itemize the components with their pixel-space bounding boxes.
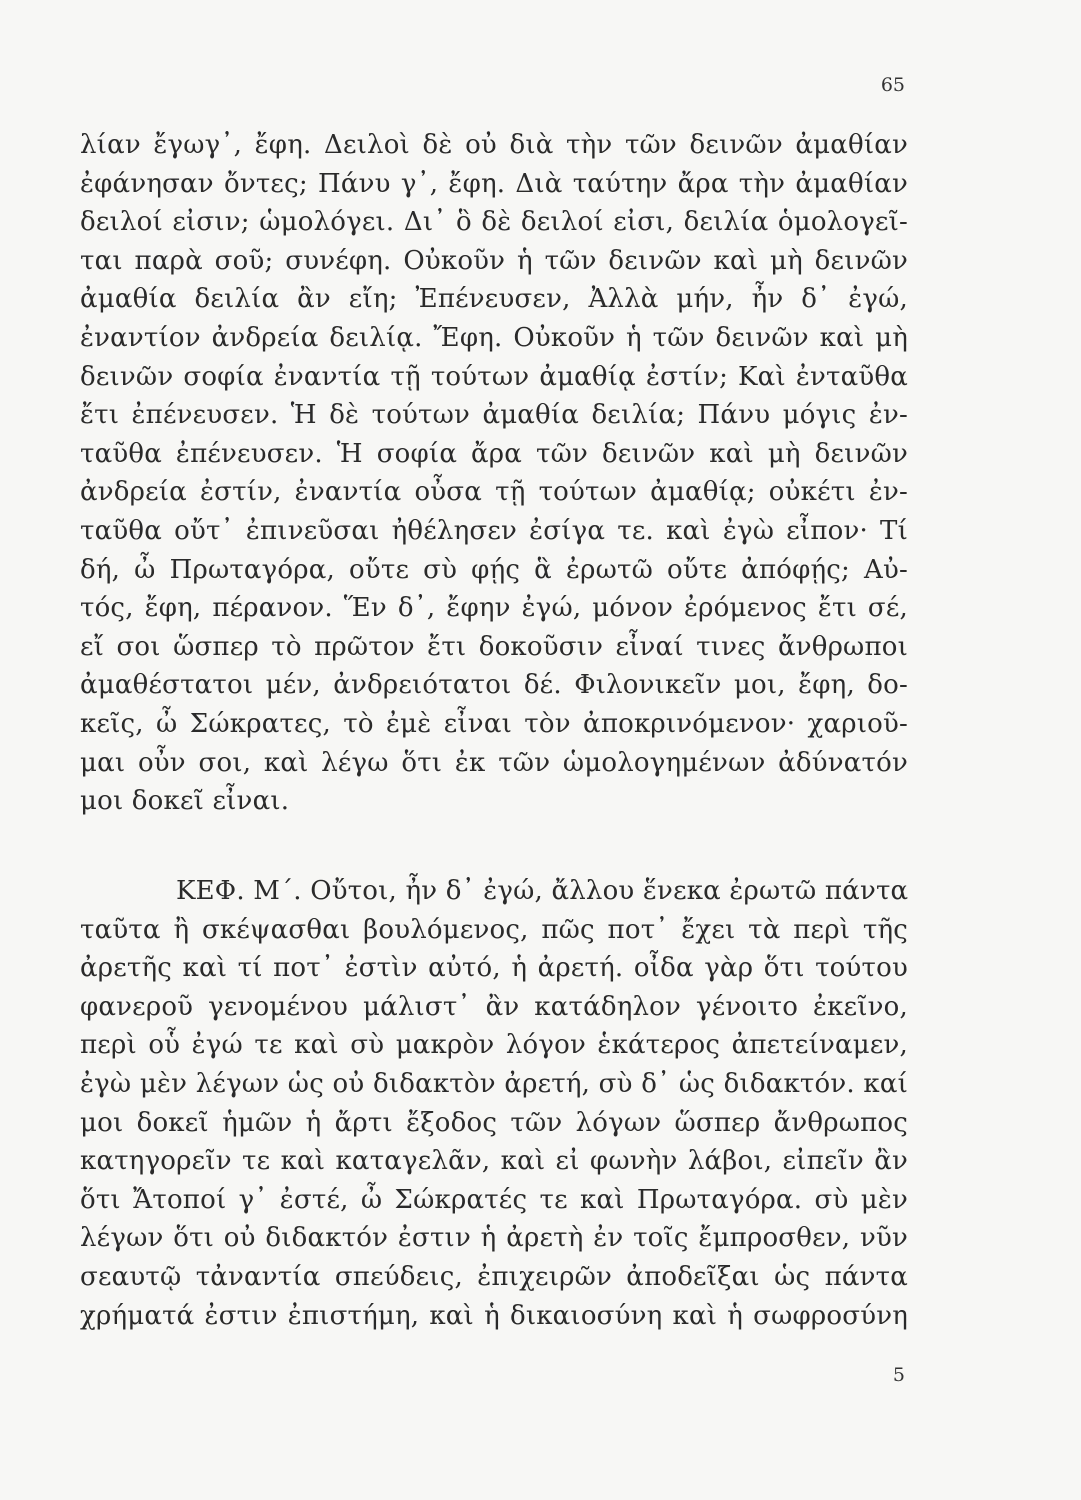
signature-mark: 5 bbox=[892, 1364, 905, 1386]
text-line: ἀμαθία δειλία ἂν εἴη; Ἐπένευσεν, Ἀλλὰ μήν, ἦν δ᾿ ἐγώ, bbox=[80, 284, 908, 315]
text-line: κατηγορεῖν τε καὶ καταγελᾶν, καὶ εἰ φωνὴν λάβοι, εἰπεῖν ἂν bbox=[80, 1146, 908, 1177]
text-line: ἐγὼ μὲν λέγων ὡς οὐ διδακτὸν ἀρετή, σὺ δ᾿ ὡς διδακτόν. καί bbox=[80, 1068, 908, 1099]
text-line: μαι οὖν σοι, καὶ λέγω ὅτι ἐκ τῶν ὡμολογημένων ἀδύνατόν bbox=[80, 747, 908, 778]
text-line: ταῦτα ἢ σκέψασθαι βουλόμενος, πῶς ποτ᾿ ἔχει τὰ περὶ τῆς bbox=[80, 914, 908, 945]
text-line: χρήματά ἐστιν ἐπιστήμη, καὶ ἡ δικαιοσύνη καὶ ἡ σωφροσύνη bbox=[80, 1300, 908, 1331]
text-line: δή, ὦ Πρωταγόρα, οὔτε σὺ φῄς ἃ ἐρωτῶ οὔτε ἀπόφῄς; Αὐ- bbox=[80, 554, 908, 585]
text-line: ἐναντίον ἀνδρεία δειλίᾳ. Ἔφη. Οὐκοῦν ἡ τῶν δεινῶν καὶ μὴ bbox=[80, 322, 908, 353]
text-line: δεινῶν σοφία ἐναντία τῇ τούτων ἀμαθίᾳ ἐστίν; Καὶ ἐνταῦθα bbox=[80, 361, 908, 392]
text-line: σεαυτῷ τἀναντία σπεύδεις, ἐπιχειρῶν ἀποδεῖξαι ὡς πάντα bbox=[80, 1261, 908, 1292]
text-line: λέγων ὅτι οὐ διδακτόν ἐστιν ἡ ἀρετὴ ἐν τοῖς ἔμπροσθεν, νῦν bbox=[80, 1223, 908, 1254]
text-line: περὶ οὗ ἐγώ τε καὶ σὺ μακρὸν λόγον ἑκάτερος ἀπετείναμεν, bbox=[80, 1030, 908, 1061]
text-line: ἀνδρεία ἐστίν, ἐναντία οὖσα τῇ τούτων ἀμαθίᾳ; οὐκέτι ἐν- bbox=[80, 477, 908, 508]
text-line: ταῦθα ἐπένευσεν. Ἡ σοφία ἄρα τῶν δεινῶν καὶ μὴ δεινῶν bbox=[80, 438, 908, 469]
text-line: μοι δοκεῖ ἡμῶν ἡ ἄρτι ἔξοδος τῶν λόγων ὥσπερ ἄνθρωπος bbox=[80, 1107, 908, 1138]
paragraph-1 bbox=[80, 126, 908, 821]
text-line: μοι δοκεῖ εἶναι. bbox=[80, 786, 290, 817]
text-line: ἐφάνησαν ὄντες; Πάνυ γ᾿, ἔφη. Διὰ ταύτην ἄρα τὴν ἀμαθίαν bbox=[80, 168, 908, 199]
text-line: ἀρετῆς καὶ τί ποτ᾿ ἐστὶν αὐτό, ἡ ἀρετή. οἶδα γὰρ ὅτι τούτου bbox=[80, 953, 908, 984]
text-line: ται παρὰ σοῦ; συνέφη. Οὐκοῦν ἡ τῶν δεινῶν καὶ μὴ δεινῶν bbox=[80, 245, 908, 276]
text-line: ἔτι ἐπένευσεν. Ἡ δὲ τούτων ἀμαθία δειλία; Πάνυ μόγις ἐν- bbox=[80, 400, 908, 431]
text-line: φανεροῦ γενομένου μάλιστ᾿ ἂν κατάδηλον γένοιτο ἐκεῖνο, bbox=[80, 991, 908, 1022]
text-line: τός, ἔφη, πέρανον. Ἕν δ᾿, ἔφην ἐγώ, μόνον ἐρόμενος ἔτι σέ, bbox=[80, 593, 908, 624]
text-line: ὅτι Ἄτοποί γ᾿ ἐστέ, ὦ Σώκρατές τε καὶ Πρωταγόρα. σὺ μὲν bbox=[80, 1184, 908, 1215]
text-line: λίαν ἔγωγ᾿, ἔφη. Δειλοὶ δὲ οὐ διὰ τὴν τῶν δεινῶν ἀμαθίαν bbox=[80, 130, 908, 160]
text-line: ταῦθα οὔτ᾿ ἐπινεῦσαι ἠθέλησεν ἐσίγα τε. καὶ ἐγὼ εἶπον· Τί bbox=[80, 515, 908, 546]
text-line: δειλοί εἰσιν; ὡμολόγει. Δι᾿ ὃ δὲ δειλοί εἰσι, δειλία ὁμολογεῖ- bbox=[80, 207, 908, 238]
text-line: εἴ σοι ὥσπερ τὸ πρῶτον ἔτι δοκοῦσιν εἶναί τινες ἄνθρωποι bbox=[80, 631, 908, 662]
chapter-heading-line: ΚΕΦ. Μ΄. Οὔτοι, ἦν δ᾿ ἐγώ, ἄλλου ἕνεκα ἐρωτῶ πάντα bbox=[176, 876, 909, 906]
text-line: ἀμαθέστατοι μέν, ἀνδρειότατοι δέ. Φιλονικεῖν μοι, ἔφη, δο- bbox=[80, 670, 908, 701]
text-line: κεῖς, ὦ Σώκρατες, τὸ ἐμὲ εἶναι τὸν ἀποκρινόμενον· χαριοῦ- bbox=[80, 708, 908, 739]
paragraph-2-chapter-40 bbox=[80, 872, 908, 1335]
page-number: 65 bbox=[880, 74, 905, 96]
